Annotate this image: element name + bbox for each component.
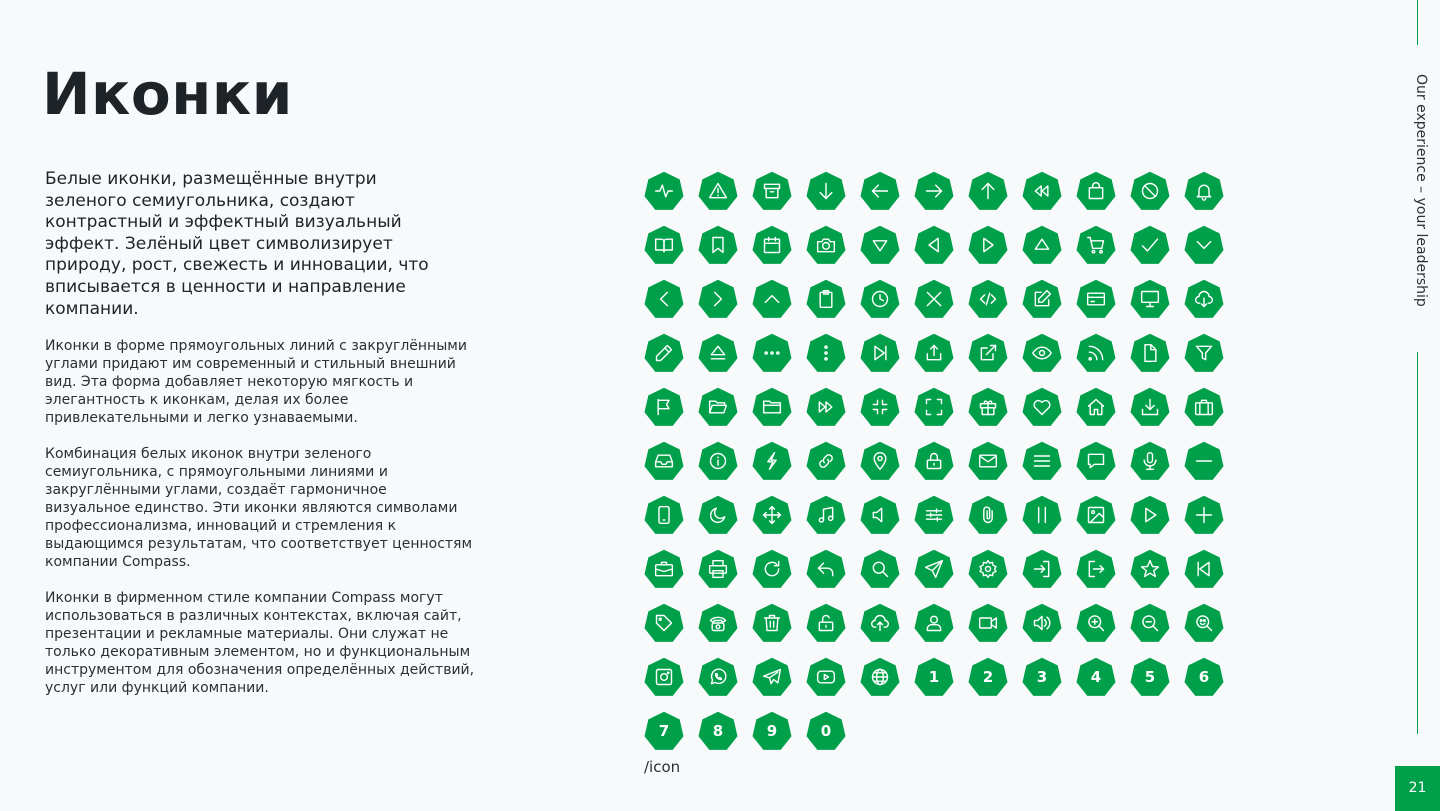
monitor-icon — [1130, 279, 1170, 319]
message-icon — [1076, 441, 1116, 481]
tag-icon — [644, 603, 684, 643]
side-caption-text: Our experience – your leadership — [1413, 74, 1429, 307]
number-label: 8 — [712, 722, 724, 740]
chevron-left-icon — [644, 279, 684, 319]
check-icon — [1130, 225, 1170, 265]
cloud-download-icon — [1184, 279, 1224, 319]
number-label: 4 — [1090, 668, 1102, 686]
edit-icon — [1022, 279, 1062, 319]
number-label: 6 — [1198, 668, 1210, 686]
pencil-icon — [644, 333, 684, 373]
telephone-icon — [698, 603, 738, 643]
paperclip-icon — [968, 495, 1008, 535]
link-icon — [806, 441, 846, 481]
book-icon — [644, 225, 684, 265]
intro-text: Белые иконки, размещённые внутри зеленого семиугольника, создают контрастный и эффектный визуальный эффект. Зелёный цвет символизирует природу, рост, свежесть и инновации, что вписывается в ценности и направление компании. — [45, 169, 429, 319]
whatsapp-icon — [698, 657, 738, 697]
video-icon — [968, 603, 1008, 643]
rewind-icon — [1022, 171, 1062, 211]
volume-icon — [860, 495, 900, 535]
download-icon — [1130, 387, 1170, 427]
calendar-icon — [752, 225, 792, 265]
login-icon — [1022, 549, 1062, 589]
lock-icon — [914, 441, 954, 481]
menu-icon — [1022, 441, 1062, 481]
maximize-icon — [914, 387, 954, 427]
sliders-icon — [914, 495, 954, 535]
sound-icon — [1022, 603, 1062, 643]
number-label: 2 — [982, 668, 994, 686]
arrow-left-icon — [860, 171, 900, 211]
folder-open-icon — [698, 387, 738, 427]
number-7-icon — [644, 711, 684, 751]
unlock-icon — [806, 603, 846, 643]
chevron-up-icon — [752, 279, 792, 319]
more-horizontal-icon — [752, 333, 792, 373]
minus-icon — [1184, 441, 1224, 481]
arrow-down-icon — [806, 171, 846, 211]
eye-icon — [1022, 333, 1062, 373]
info-icon — [698, 441, 738, 481]
code-icon — [968, 279, 1008, 319]
eject-icon — [698, 333, 738, 373]
lightning-icon — [752, 441, 792, 481]
number-9-icon — [752, 711, 792, 751]
trash-icon — [752, 603, 792, 643]
image-icon — [1076, 495, 1116, 535]
flag-icon — [644, 387, 684, 427]
file-icon — [1130, 333, 1170, 373]
paragraph-3: Иконки в фирменном стиле компании Compass могут использоваться в различных контекстах, включая сайт, презентации и рекламные материалы. Они служат не только декоративным элементом, но и функциональным инструментом для обозначения определённых действий, услуг или функций компании. — [45, 590, 475, 696]
triangle-right-icon — [968, 225, 1008, 265]
number-label: 7 — [658, 722, 670, 740]
smartphone-icon — [644, 495, 684, 535]
scan-icon — [1184, 603, 1224, 643]
printer-icon — [698, 549, 738, 589]
telegram-icon — [752, 657, 792, 697]
music-icon — [806, 495, 846, 535]
skip-icon — [860, 333, 900, 373]
triangle-left-icon — [914, 225, 954, 265]
clock-icon — [860, 279, 900, 319]
icon-grid — [644, 171, 1244, 747]
settings-icon — [968, 549, 1008, 589]
number-label: 1 — [928, 668, 940, 686]
chevron-right-icon — [698, 279, 738, 319]
globe-icon — [860, 657, 900, 697]
arrow-right-icon — [914, 171, 954, 211]
logout-icon — [1076, 549, 1116, 589]
block-icon — [1130, 171, 1170, 211]
moon-icon — [698, 495, 738, 535]
number-4-icon — [1076, 657, 1116, 697]
youtube-icon — [806, 657, 846, 697]
paragraph-2: Комбинация белых иконок внутри зеленого семиугольника, с прямоугольными линиями и закруглёнными углами, создаёт гармоничное визуальное единство. Эти иконки являются символами профессионализма, инноваций и стремления к выдающимся результатам, что соответствует ценностям компании Compass. — [45, 446, 473, 570]
warning-icon — [698, 171, 738, 211]
fast-forward-icon — [806, 387, 846, 427]
map-pin-icon — [860, 441, 900, 481]
clipboard-icon — [806, 279, 846, 319]
number-2-icon — [968, 657, 1008, 697]
inbox-icon — [644, 441, 684, 481]
search-icon — [860, 549, 900, 589]
instagram-icon — [644, 657, 684, 697]
zoom-out-icon — [1130, 603, 1170, 643]
send-icon — [914, 549, 954, 589]
close-icon — [914, 279, 954, 319]
side-divider-top — [1417, 0, 1418, 45]
credit-card-icon — [1076, 279, 1116, 319]
side-divider-bottom — [1417, 352, 1418, 734]
plus-icon — [1184, 495, 1224, 535]
bag-icon — [1076, 171, 1116, 211]
zoom-in-icon — [1076, 603, 1116, 643]
share-icon — [914, 333, 954, 373]
triangle-down-icon — [860, 225, 900, 265]
number-6-icon — [1184, 657, 1224, 697]
side-caption — [1407, 74, 1429, 334]
number-5-icon — [1130, 657, 1170, 697]
external-link-icon — [968, 333, 1008, 373]
microphone-icon — [1130, 441, 1170, 481]
home-icon — [1076, 387, 1116, 427]
bookmark-icon — [698, 225, 738, 265]
skip-back-icon — [1184, 549, 1224, 589]
bell-icon — [1184, 171, 1224, 211]
number-label: 0 — [820, 722, 832, 740]
more-vertical-icon — [806, 333, 846, 373]
page-title: Иконки — [42, 60, 293, 128]
folder-icon — [752, 387, 792, 427]
triangle-up-icon — [1022, 225, 1062, 265]
number-1-icon — [914, 657, 954, 697]
page-number: 21 — [1395, 766, 1440, 811]
case-icon — [644, 549, 684, 589]
briefcase-icon — [1184, 387, 1224, 427]
refresh-icon — [752, 549, 792, 589]
mail-icon — [968, 441, 1008, 481]
number-label: 9 — [766, 722, 778, 740]
paragraph-1: Иконки в форме прямоугольных линий с закруглёнными углами придают им современный и стильный внешний вид. Эта форма добавляет некоторую мягкость и элегантность к иконкам, делая их более привлекательными и легко узнаваемыми. — [45, 338, 467, 426]
chevron-down-icon — [1184, 225, 1224, 265]
cart-icon — [1076, 225, 1116, 265]
cloud-upload-icon — [860, 603, 900, 643]
icon-path-label: /icon — [644, 758, 681, 776]
camera-icon — [806, 225, 846, 265]
number-3-icon — [1022, 657, 1062, 697]
reply-icon — [806, 549, 846, 589]
number-label: 5 — [1144, 668, 1156, 686]
arrow-up-icon — [968, 171, 1008, 211]
user-icon — [914, 603, 954, 643]
minimize-icon — [860, 387, 900, 427]
number-8-icon — [698, 711, 738, 751]
archive-icon — [752, 171, 792, 211]
star-icon — [1130, 549, 1170, 589]
gift-icon — [968, 387, 1008, 427]
rss-icon — [1076, 333, 1116, 373]
pause-icon — [1022, 495, 1062, 535]
activity-icon — [644, 171, 684, 211]
number-label: 3 — [1036, 668, 1048, 686]
heart-icon — [1022, 387, 1062, 427]
move-icon — [752, 495, 792, 535]
filter-icon — [1184, 333, 1224, 373]
play-icon — [1130, 495, 1170, 535]
number-0-icon — [806, 711, 846, 751]
